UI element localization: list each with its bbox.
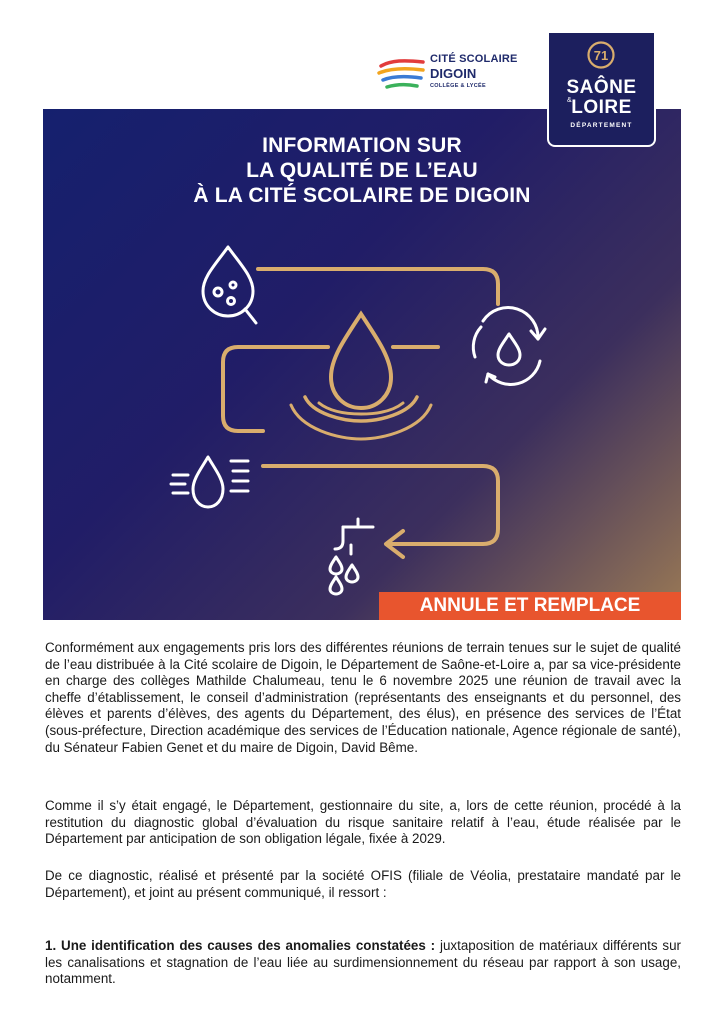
paragraph-findings-intro: De ce diagnostic, réalisé et présenté par la société OFIS (filiale de Véolia, prestataire mandaté par le Département), et joint au présent communiqué, il ressort : bbox=[45, 868, 681, 900]
school-swoosh-icon bbox=[377, 56, 427, 94]
hero-title-line: INFORMATION SUR bbox=[262, 134, 462, 157]
finding-1-heading: 1. Une identification des causes des anomalies constatées : bbox=[45, 938, 436, 953]
top-connector-line bbox=[258, 269, 498, 304]
department-71-badge-icon bbox=[586, 40, 616, 70]
school-logo-line2: DIGOIN bbox=[430, 66, 477, 81]
dept-logo-name2: LOIRE bbox=[571, 97, 632, 118]
school-logo-line3: COLLÈGE & LYCÉE bbox=[430, 83, 486, 89]
faucet-icon bbox=[330, 519, 373, 594]
hero-title-line: LA QUALITÉ DE L’EAU bbox=[246, 159, 478, 182]
paragraph-finding-1 bbox=[45, 938, 681, 988]
hero-title-line: À LA CITÉ SCOLAIRE DE DIGOIN bbox=[193, 184, 531, 207]
dept-logo-name1: SAÔNE bbox=[566, 77, 637, 98]
dept-logo-amp: & bbox=[567, 97, 572, 104]
finding-1-text: juxtaposition de matériaux différents sur les canalisations et stagnation de l’eau liée au surdimensionnement du réseau par rapport à son usage, notamment. bbox=[45, 938, 682, 987]
school-logo-line1: CITÉ SCOLAIRE bbox=[430, 53, 518, 65]
recycle-drop-icon bbox=[473, 308, 545, 385]
annule-et-remplace-banner: ANNULE ET REMPLACE bbox=[379, 592, 681, 620]
microbe-drop-icon bbox=[203, 247, 256, 323]
paragraph-intro: Conformément aux engagements pris lors des différentes réunions de terrain tenues sur le sujet de qualité de l’eau distribuée à la Cité scolaire de Digoin, le Département de Saône-et-Loire a, par sa vice-présidente en charge des collèges Mathilde Chalumeau, tenu le 6 novembre 2025 une réunion de travail avec la cheffe d’établissement, le conseil d’administration (représentants des enseignants et du personnel, des élèves et parents d’élèves, des agents du Département, des élus), en présence des services de l’État (sous-préfecture, Direction académique des services de l’Éducation nationale, Agence régionale de santé), du Sénateur Fabien Genet et du maire de Digoin, David Bême. bbox=[45, 640, 681, 755]
cite-scolaire-logo bbox=[377, 50, 527, 100]
dept-logo-subtitle: DÉPARTEMENT bbox=[570, 122, 633, 129]
bottom-loop-line bbox=[263, 466, 498, 544]
paragraph-diagnostic: Comme il s’y était engagé, le Département, gestionnaire du site, a, lors de cette réunion, procédé à la restitution du diagnostic global d’évaluation du risque sanitaire relatif à l’eau, étude réalisée par le Département par anticipation de son obligation légale, fixée à 2029. bbox=[45, 798, 681, 847]
left-bracket-line bbox=[223, 347, 328, 431]
saone-et-loire-logo bbox=[549, 33, 654, 145]
flowing-drop-icon bbox=[171, 457, 248, 507]
hero-banner bbox=[43, 109, 681, 620]
department-number: 71 bbox=[593, 48, 609, 63]
water-drop-ripple-icon bbox=[291, 314, 431, 439]
